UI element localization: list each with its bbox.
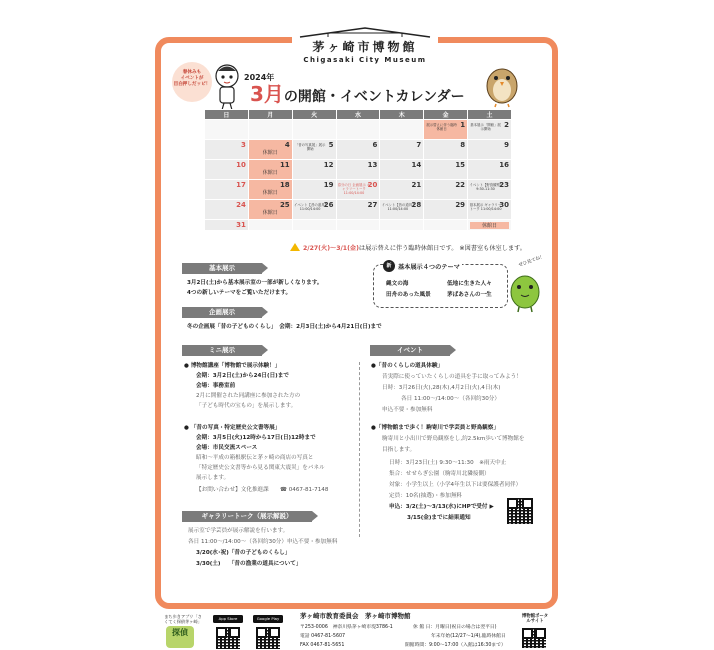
calendar-day-cell (292, 120, 336, 140)
mini2-title: ● 「昔の写真・特定歴史公文書等展」 (184, 425, 281, 431)
day-number: 27 (367, 201, 378, 209)
weekday-header: 木 (380, 110, 424, 120)
mascot-green-icon (505, 265, 545, 313)
day-note: イベント【昔の道具】11:00/14:00 (381, 203, 414, 211)
bubble-line: 目白押しだッピ！ (173, 82, 211, 87)
column-divider (359, 362, 360, 537)
mascot-bird-icon (482, 60, 522, 108)
calendar-day-cell (380, 200, 424, 220)
googleplay-qr-code[interactable] (256, 627, 280, 649)
calendar-day-cell (205, 140, 249, 160)
calendar-week-row (205, 200, 512, 220)
calendar-day-cell (380, 120, 424, 140)
day-label: 休館日 (262, 190, 278, 196)
day-number: 6 (372, 141, 378, 149)
calendar-day-cell (205, 180, 249, 200)
section-header-kihon (182, 263, 262, 274)
day-note: 「昔の写真展」展示開始 (294, 143, 326, 151)
day-number: 11 (279, 161, 290, 169)
section-header-kikaku (182, 307, 262, 318)
closed-legend: 休館日 (470, 222, 509, 229)
day-number: 8 (460, 141, 466, 149)
calendar-day-cell (424, 220, 468, 231)
mini2-desc2: 「特定歴史公文書等から見る関東大震災」をパネル (196, 465, 325, 471)
section-title: ミニ展示 (209, 346, 235, 354)
speech-bubble (172, 62, 212, 102)
event2-title: ●「博物館まで歩く！駒寄川で学芸員と野鳥観察」 (371, 425, 499, 431)
calendar-week-row (205, 220, 512, 231)
day-number: 2 (504, 121, 509, 129)
mascot-speech: ぜひ見てね！ (518, 254, 546, 269)
day-number: 24 (236, 201, 246, 209)
day-number: 15 (455, 161, 466, 169)
calendar-day-cell (336, 180, 380, 200)
calendar-day-cell (336, 220, 380, 231)
calendar-day-cell (380, 180, 424, 200)
calendar-day-cell (292, 140, 336, 160)
calendar-day-cell (424, 120, 468, 140)
day-label: 休館日 (262, 150, 278, 156)
calendar-day-cell (205, 220, 249, 231)
day-number: 4 (284, 141, 290, 149)
bubble-line: 春休みも (182, 70, 202, 75)
day-number: 9 (504, 141, 509, 149)
new-badge: 新 (383, 260, 395, 272)
warning-dates: 2/27(火)〜3/1(金) (303, 245, 359, 252)
mini2-period: 会期：3月5日(火)12時から17日(日)12時まで (196, 435, 316, 441)
calendar-day-cell (292, 180, 336, 200)
logo-jp: 茅ヶ崎市博物館 (312, 40, 418, 54)
weekday-header: 水 (336, 110, 380, 120)
weekday-header: 火 (292, 110, 336, 120)
event2-place: 集合：せせらぎ公園（駒寄川北隣接側） (389, 471, 490, 477)
day-note: イベント【野鳥観察】9:30-11:30 (469, 183, 502, 191)
title-month: 3月 (250, 82, 284, 106)
calendar-day-cell (205, 160, 249, 180)
calendar-day-cell (205, 120, 249, 140)
mini2-desc1: 昭和〜平成の箱根駅伝と茅ヶ崎の商店の写真と (196, 455, 314, 461)
section-title: 基本展示 (209, 264, 235, 272)
mini1-title: ● 博物館講座「博物館で展示体験！」 (184, 363, 281, 369)
bubble-line: イベントが (180, 76, 204, 81)
theme-item: 低地に生きた人々 (447, 281, 492, 287)
title-year: 2024年 (244, 73, 275, 82)
day-number: 30 (499, 201, 509, 209)
event2-date: 日時：3月23日(土) 9:30〜11:30 ※雨天中止 (389, 460, 507, 466)
calendar-week-row (205, 180, 512, 200)
mini1-desc1: 2月に開催された同講座に参加された方の (196, 393, 301, 399)
kikaku-line: 冬の企画展「昔の子どものくらし」 会期：2月3日(土)から4月21日(日)まで (187, 324, 382, 330)
day-note: イベント【昔の道具】11:00/14:00 (294, 203, 327, 211)
event-qr-code[interactable] (507, 498, 533, 524)
day-number: 26 (323, 201, 334, 209)
museum-logo (292, 24, 438, 70)
footer-fax: FAX 0467-81-5651 (300, 643, 345, 648)
day-note: 基本展示 ギャラリートーク 11:00/14:00 (469, 203, 502, 211)
portal-label: 博物館ポータルサイト (521, 614, 549, 624)
app-icon[interactable]: 探偵 (166, 626, 194, 648)
event2-cap: 定員：10名(抽選)・参加無料 (389, 493, 463, 499)
calendar-day-cell (205, 200, 249, 220)
event2-apply1: 申込：3/2(土)〜3/13(水)にHPで受付 ▶ (389, 504, 494, 510)
section-header-gallery (182, 511, 312, 522)
day-number: 19 (323, 181, 334, 189)
calendar-day-cell (468, 160, 512, 180)
calendar-day-cell (248, 120, 292, 140)
theme-item: 縄文の海 (386, 281, 409, 287)
calendar-day-cell (336, 160, 380, 180)
theme-title: 基本展示４つのテーマ (398, 264, 460, 271)
day-number: 17 (236, 181, 246, 189)
mascot-kappa-icon (212, 62, 242, 112)
day-number: 7 (416, 141, 422, 149)
footer-tel: 電話 0467-81-5607 (300, 634, 346, 639)
day-number: 28 (411, 201, 422, 209)
calendar-day-cell (380, 140, 424, 160)
day-number: 14 (411, 161, 422, 169)
appstore-badge[interactable]: App Store (213, 615, 243, 623)
kihon-line1: 3月2日(土)から基本展示室の一部が新しくなります。 (187, 280, 323, 286)
calendar-day-cell (380, 160, 424, 180)
weekday-header: 土 (468, 110, 512, 120)
mini2-contact: 【お問い合わせ】文化推進課 (196, 487, 269, 493)
calendar-day-cell (248, 160, 292, 180)
calendar-day-cell (468, 220, 512, 231)
day-number: 10 (236, 161, 246, 169)
day-number: 31 (236, 221, 246, 229)
footer-closed2: 年末年始(12/27〜1/4),臨時休館日 (431, 634, 506, 639)
event1-time: 各日 11:00〜/14:00〜（各回約30分） (401, 396, 500, 402)
calendar-day-cell (292, 160, 336, 180)
calendar-day-cell (336, 120, 380, 140)
calendar-week-row (205, 160, 512, 180)
event2-desc1: 駒寄川と小出川で野鳥観察をし,約2.5km歩いて博物館を (382, 436, 525, 442)
calendar-day-cell (248, 200, 292, 220)
logo-en: Chigasaki City Museum (303, 56, 427, 64)
event1-date: 日時：3月26日(火),28(木),4月2日(火),4日(木) (382, 385, 501, 391)
event1-desc: 昔実際に使っていたくらしの道具を手に取ってみよう！ (382, 374, 522, 380)
calendar-day-cell (468, 120, 512, 140)
day-number: 22 (455, 181, 466, 189)
app-label: まち歩きアプリ「さくてく探偵茅ヶ崎」 (164, 614, 202, 624)
calendar-day-cell (292, 200, 336, 220)
calendar-day-cell (424, 200, 468, 220)
day-number: 18 (279, 181, 290, 189)
day-number: 23 (499, 181, 509, 189)
theme-item: 田舟のあった風景 (386, 292, 431, 298)
mini2-tel: ☎ 0467-81-7148 (280, 487, 329, 493)
day-number: 29 (455, 201, 466, 209)
day-label: 休館日 (262, 210, 278, 216)
footer-address: 〒253-0006 神奈川県茅ヶ崎市堤3786-1 (300, 625, 393, 630)
calendar-day-cell (336, 140, 380, 160)
calendar-day-cell (380, 220, 424, 231)
mini1-period: 会期：3月2日(土)から24日(日)まで (196, 373, 289, 379)
section-title: 企画展示 (209, 308, 235, 316)
day-note: 基本展示「開館」展示開始 (470, 123, 501, 131)
calendar-day-cell (424, 180, 468, 200)
footer-closed1: 休 館 日：月曜日(祝日の場合は翌平日) (413, 625, 497, 630)
warning-text: は展示替えに伴う臨時休館日です。 ※図書室も休室します。 (358, 245, 526, 252)
calendar-day-cell (468, 140, 512, 160)
event2-desc2: 目指します。 (382, 447, 416, 453)
calendar-day-cell (468, 180, 512, 200)
weekday-header: 日 (205, 110, 249, 120)
mini1-venue: 会場：事務室前 (196, 383, 236, 389)
calendar-day-cell (292, 220, 336, 231)
day-number: 13 (367, 161, 378, 169)
calendar-day-cell (248, 220, 292, 231)
calendar-day-cell (424, 140, 468, 160)
gallery-line2: 各日 11:00〜/14:00〜（各回約30分）申込不要・参加無料 (188, 539, 338, 545)
title-rest: の開館・イベントカレンダー (283, 89, 465, 105)
portal-qr-code[interactable] (522, 628, 546, 648)
calendar-table (204, 109, 512, 231)
day-number: 20 (367, 181, 378, 189)
theme-item: 茅ぱあさんの一生 (447, 292, 492, 298)
event1-fee: 申込不要・参加無料 (382, 407, 433, 413)
appstore-qr-code[interactable] (216, 627, 240, 649)
weekday-header: 月 (248, 110, 292, 120)
calendar-header-row (205, 110, 512, 120)
calendar-day-cell (336, 200, 380, 220)
footer-org: 茅ヶ崎市教育委員会 茅ヶ崎市博物館 (300, 612, 411, 620)
day-number: 25 (279, 201, 290, 209)
event1-title: ●「昔のくらしの道具体験」 (371, 363, 444, 369)
event2-target: 対象：小学生以上（小学4年生以下は要保護者同伴） (389, 482, 522, 488)
calendar-day-cell (424, 160, 468, 180)
closure-warning (290, 243, 526, 252)
warning-icon (290, 243, 300, 251)
section-header-mini (182, 345, 262, 356)
calendar-day-cell (248, 180, 292, 200)
mini2-venue: 会場：市民交流スペース (196, 445, 258, 451)
calendar-day-cell (468, 200, 512, 220)
day-number: 12 (323, 161, 334, 169)
day-number: 5 (328, 141, 334, 149)
weekday-header: 金 (424, 110, 468, 120)
event2-apply2: 3/15(金)までに結果通知 (407, 515, 471, 521)
mini2-desc3: 展示します。 (196, 475, 230, 481)
day-number: 1 (460, 121, 466, 129)
day-label: 休館日 (262, 170, 278, 176)
calendar-week-row (205, 140, 512, 160)
page-title (250, 78, 465, 107)
roof-icon (298, 26, 432, 38)
section-header-events (370, 345, 450, 356)
calendar-body (205, 120, 512, 231)
kihon-line2: 4つの新しいテーマをご覧いただけます。 (187, 290, 292, 296)
calendar-day-cell (248, 140, 292, 160)
gallery-line1: 展示室で学芸員が展示解説を行います。 (188, 528, 289, 534)
day-number: 3 (240, 141, 246, 149)
day-number: 21 (411, 181, 422, 189)
section-title: ギャラリートーク（展示解説） (201, 512, 293, 520)
footer-hours: 開館時間：9:00〜17:00（入館は16:30まで） (405, 643, 506, 648)
day-note: 春分の日 企画展示 ギャラリートーク 11:00/14:00 (337, 183, 371, 195)
calendar-week-row (205, 120, 512, 140)
gallery-d1: 3/20(水･祝)「昔の子どものくらし」 (196, 550, 291, 556)
day-number: 16 (499, 161, 509, 169)
mini1-desc2: 「子ども時代の宝もの」を展示します。 (196, 403, 297, 409)
section-title: イベント (397, 346, 423, 354)
googleplay-badge[interactable]: Google Play (253, 615, 283, 623)
gallery-d2: 3/30(土) 「昔の漁業の道具について」 (196, 561, 302, 567)
day-note: 展示替えに伴う臨時休館日 (426, 123, 457, 131)
